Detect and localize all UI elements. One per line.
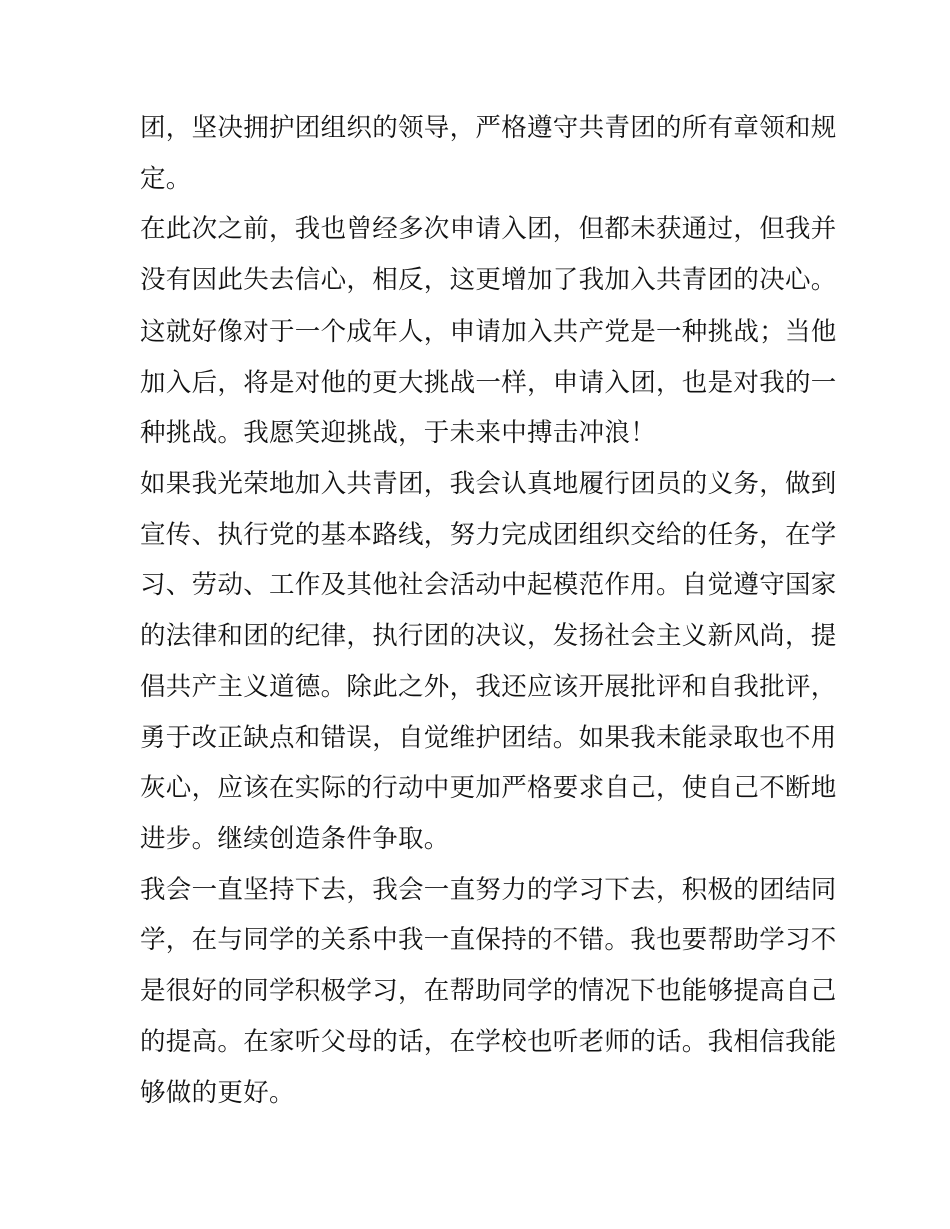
text-line: 没有因此失去信心，相反，这更增加了我加入共青团的决心。 (140, 265, 837, 295)
text-line: 灰心，应该在实际的行动中更加严格要求自己，使自己不断地 (140, 773, 837, 803)
text-line: 加入后，将是对他的更大挑战一样，申请入团，也是对我的一 (140, 368, 837, 398)
text-line: 我会一直坚持下去，我会一直努力的学习下去，积极的团结同 (140, 875, 837, 905)
text-line: 学，在与同学的关系中我一直保持的不错。我也要帮助学习不 (140, 925, 837, 955)
text-line: 如果我光荣地加入共青团，我会认真地履行团员的义务，做到 (140, 469, 837, 499)
text-line: 进步。继续创造条件争取。 (140, 824, 450, 854)
text-line: 的法律和团的纪律，执行团的决议，发扬社会主义新风尚，提 (140, 621, 837, 651)
text-line: 团，坚决拥护团组织的领导，严格遵守共青团的所有章领和规 (140, 113, 837, 143)
text-line: 定。 (140, 164, 192, 194)
text-line: 够做的更好。 (140, 1078, 295, 1108)
text-line: 倡共产主义道德。除此之外，我还应该开展批评和自我批评， (140, 672, 837, 702)
text-line: 种挑战。我愿笑迎挑战，于未来中搏击冲浪！ (140, 418, 657, 448)
text-line: 宣传、执行党的基本路线，努力完成团组织交给的任务，在学 (140, 520, 837, 550)
text-line: 勇于改正缺点和错误，自觉维护团结。如果我未能录取也不用 (140, 723, 837, 753)
text-line: 习、劳动、工作及其他社会活动中起模范作用。自觉遵守国家 (140, 570, 837, 600)
text-line: 这就好像对于一个成年人，申请加入共产党是一种挑战；当他 (140, 317, 837, 347)
text-line: 的提高。在家听父母的话，在学校也听老师的话。我相信我能 (140, 1027, 837, 1057)
text-line: 是很好的同学积极学习，在帮助同学的情况下也能够提高自己 (140, 976, 837, 1006)
text-line: 在此次之前，我也曾经多次申请入团，但都未获通过，但我并 (140, 214, 837, 244)
